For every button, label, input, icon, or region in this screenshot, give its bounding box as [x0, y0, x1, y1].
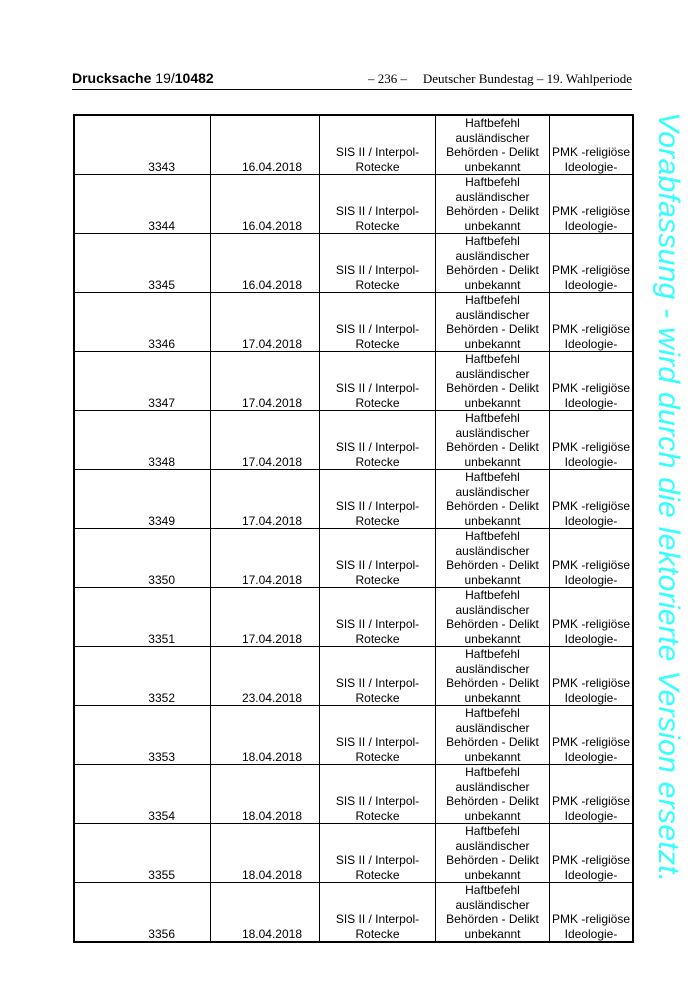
- cell-source: [320, 883, 436, 943]
- cell-basis-line: Behörden - Delikt: [446, 440, 539, 454]
- cell-category-line: PMK -religiöse: [551, 322, 631, 336]
- cell-basis-line: Haftbefehl: [465, 529, 520, 543]
- cell-basis-line: unbekannt: [464, 159, 521, 174]
- cell-basis-line: Haftbefehl: [465, 883, 520, 897]
- cell-basis-line: unbekannt: [464, 572, 521, 587]
- cell-date: 17.04.2018: [211, 588, 320, 647]
- cell-number: 3344: [74, 175, 211, 234]
- cell-basis-line: unbekannt: [464, 690, 521, 705]
- cell-basis-line: unbekannt: [464, 926, 521, 941]
- cell-basis: [436, 647, 550, 706]
- cell-source-line: Rotecke: [355, 926, 400, 941]
- cell-date: 18.04.2018: [211, 765, 320, 824]
- cell-category-line: PMK -religiöse: [551, 263, 631, 277]
- records-table: [73, 114, 634, 943]
- watermark: [643, 112, 683, 912]
- cell-basis: [436, 706, 550, 765]
- cell-basis-line: Haftbefehl: [465, 588, 520, 602]
- cell-number: 3349: [74, 470, 211, 529]
- cell-category-line: Ideologie-: [564, 808, 618, 823]
- cell-source-line: SIS II / Interpol-: [335, 145, 420, 159]
- cell-basis: [436, 470, 550, 529]
- cell-basis-line: Behörden - Delikt: [446, 853, 539, 867]
- table-row: [74, 529, 633, 588]
- cell-basis-line: Behörden - Delikt: [446, 499, 539, 513]
- cell-source: [320, 765, 436, 824]
- document-label-text: Drucksache: [72, 70, 152, 86]
- cell-date: 16.04.2018: [211, 115, 320, 175]
- cell-basis-line: ausländischer: [455, 543, 530, 558]
- cell-category: [550, 706, 634, 765]
- cell-basis-line: Haftbefehl: [465, 824, 520, 838]
- cell-date: 17.04.2018: [211, 529, 320, 588]
- cell-basis-line: Behörden - Delikt: [446, 794, 539, 808]
- cell-source: [320, 115, 436, 175]
- cell-basis-line: ausländischer: [455, 189, 530, 204]
- table-row: [74, 588, 633, 647]
- cell-category-line: Ideologie-: [564, 159, 618, 174]
- cell-source: [320, 470, 436, 529]
- cell-category-line: PMK -religiöse: [551, 794, 631, 808]
- cell-basis: [436, 411, 550, 470]
- cell-source: [320, 706, 436, 765]
- cell-category: [550, 411, 634, 470]
- document-number-prefix: 19/: [155, 70, 175, 86]
- cell-number: 3352: [74, 647, 211, 706]
- page-header: [72, 69, 632, 90]
- cell-source-line: SIS II / Interpol-: [335, 617, 420, 631]
- cell-basis-line: Haftbefehl: [465, 411, 520, 425]
- cell-basis-line: ausländischer: [455, 366, 530, 381]
- cell-basis: [436, 115, 550, 175]
- cell-category: [550, 293, 634, 352]
- cell-category: [550, 765, 634, 824]
- cell-category: [550, 234, 634, 293]
- cell-number: 3347: [74, 352, 211, 411]
- cell-category-line: Ideologie-: [564, 631, 618, 646]
- cell-basis: [436, 765, 550, 824]
- cell-basis-line: unbekannt: [464, 631, 521, 646]
- cell-category-line: Ideologie-: [564, 336, 618, 351]
- parliament-period: Deutscher Bundestag – 19. Wahlperiode: [422, 71, 632, 86]
- cell-date: 18.04.2018: [211, 824, 320, 883]
- cell-source-line: SIS II / Interpol-: [335, 794, 420, 808]
- cell-date: 23.04.2018: [211, 647, 320, 706]
- cell-source: [320, 647, 436, 706]
- cell-source-line: SIS II / Interpol-: [335, 676, 420, 690]
- cell-category: [550, 647, 634, 706]
- table-row: [74, 765, 633, 824]
- cell-category-line: PMK -religiöse: [551, 558, 631, 572]
- cell-basis-line: Behörden - Delikt: [446, 263, 539, 277]
- cell-source: [320, 352, 436, 411]
- table-row: [74, 824, 633, 883]
- cell-category-line: Ideologie-: [564, 395, 618, 410]
- cell-category-line: Ideologie-: [564, 749, 618, 764]
- cell-source-line: Rotecke: [355, 336, 400, 351]
- cell-basis-line: Behörden - Delikt: [446, 145, 539, 159]
- cell-basis-line: ausländischer: [455, 484, 530, 499]
- cell-source-line: Rotecke: [355, 454, 400, 469]
- cell-basis-line: Behörden - Delikt: [446, 735, 539, 749]
- cell-source-line: SIS II / Interpol-: [335, 558, 420, 572]
- cell-category-line: Ideologie-: [564, 572, 618, 587]
- cell-source-line: SIS II / Interpol-: [335, 381, 420, 395]
- table-row: [74, 175, 633, 234]
- cell-source-line: SIS II / Interpol-: [335, 912, 420, 926]
- cell-basis-line: Behörden - Delikt: [446, 204, 539, 218]
- cell-category-line: Ideologie-: [564, 277, 618, 292]
- cell-basis-line: ausländischer: [455, 779, 530, 794]
- cell-category-line: Ideologie-: [564, 218, 618, 233]
- cell-basis: [436, 293, 550, 352]
- cell-basis-line: Haftbefehl: [465, 116, 520, 130]
- cell-basis-line: unbekannt: [464, 808, 521, 823]
- table-row: [74, 293, 633, 352]
- cell-source-line: SIS II / Interpol-: [335, 440, 420, 454]
- cell-basis-line: ausländischer: [455, 720, 530, 735]
- cell-source-line: SIS II / Interpol-: [335, 322, 420, 336]
- document-label: [72, 70, 214, 86]
- cell-category-line: PMK -religiöse: [551, 381, 631, 395]
- cell-basis-line: unbekannt: [464, 454, 521, 469]
- cell-source: [320, 234, 436, 293]
- table-row: [74, 706, 633, 765]
- cell-source-line: Rotecke: [355, 218, 400, 233]
- cell-source-line: Rotecke: [355, 572, 400, 587]
- cell-basis-line: ausländischer: [455, 130, 530, 145]
- cell-category: [550, 470, 634, 529]
- cell-basis-line: Haftbefehl: [465, 234, 520, 248]
- page-number: – 236 –: [368, 71, 407, 86]
- cell-basis-line: unbekannt: [464, 218, 521, 233]
- cell-date: 17.04.2018: [211, 411, 320, 470]
- cell-basis-line: Behörden - Delikt: [446, 912, 539, 926]
- cell-basis-line: Haftbefehl: [465, 470, 520, 484]
- cell-basis-line: unbekannt: [464, 867, 521, 882]
- cell-source-line: Rotecke: [355, 808, 400, 823]
- cell-source: [320, 411, 436, 470]
- cell-basis-line: Behörden - Delikt: [446, 676, 539, 690]
- cell-source-line: SIS II / Interpol-: [335, 499, 420, 513]
- cell-source-line: Rotecke: [355, 631, 400, 646]
- cell-basis-line: unbekannt: [464, 513, 521, 528]
- cell-date: 17.04.2018: [211, 352, 320, 411]
- watermark-text: Vorabfassung - wird durch die lektorierte Version ersetzt.: [652, 112, 685, 883]
- table-row: [74, 647, 633, 706]
- cell-basis-line: unbekannt: [464, 749, 521, 764]
- cell-source: [320, 824, 436, 883]
- cell-number: 3345: [74, 234, 211, 293]
- cell-basis-line: ausländischer: [455, 307, 530, 322]
- cell-category-line: PMK -religiöse: [551, 735, 631, 749]
- cell-date: 16.04.2018: [211, 175, 320, 234]
- cell-number: 3348: [74, 411, 211, 470]
- cell-source: [320, 529, 436, 588]
- cell-source: [320, 293, 436, 352]
- records-table-wrapper: [73, 114, 634, 943]
- cell-basis: [436, 883, 550, 943]
- cell-category: [550, 883, 634, 943]
- cell-category: [550, 588, 634, 647]
- cell-basis-line: Haftbefehl: [465, 293, 520, 307]
- cell-basis-line: ausländischer: [455, 425, 530, 440]
- cell-basis-line: Haftbefehl: [465, 647, 520, 661]
- cell-category-line: PMK -religiöse: [551, 676, 631, 690]
- cell-basis-line: Haftbefehl: [465, 175, 520, 189]
- cell-source-line: SIS II / Interpol-: [335, 735, 420, 749]
- cell-category-line: PMK -religiöse: [551, 145, 631, 159]
- cell-source-line: Rotecke: [355, 513, 400, 528]
- cell-basis-line: Behörden - Delikt: [446, 558, 539, 572]
- cell-basis-line: Behörden - Delikt: [446, 381, 539, 395]
- cell-category-line: PMK -religiöse: [551, 912, 631, 926]
- cell-source-line: Rotecke: [355, 867, 400, 882]
- records-table-body: [74, 115, 633, 942]
- cell-number: 3354: [74, 765, 211, 824]
- cell-basis-line: unbekannt: [464, 336, 521, 351]
- cell-date: 16.04.2018: [211, 234, 320, 293]
- cell-basis-line: Behörden - Delikt: [446, 322, 539, 336]
- cell-basis-line: Haftbefehl: [465, 706, 520, 720]
- cell-category-line: Ideologie-: [564, 690, 618, 705]
- cell-category-line: Ideologie-: [564, 513, 618, 528]
- cell-category-line: PMK -religiöse: [551, 204, 631, 218]
- cell-source-line: SIS II / Interpol-: [335, 204, 420, 218]
- cell-date: 18.04.2018: [211, 706, 320, 765]
- cell-source-line: Rotecke: [355, 277, 400, 292]
- cell-category-line: PMK -religiöse: [551, 853, 631, 867]
- cell-number: 3356: [74, 883, 211, 943]
- table-row: [74, 470, 633, 529]
- cell-category-line: PMK -religiöse: [551, 499, 631, 513]
- cell-basis-line: ausländischer: [455, 661, 530, 676]
- cell-source: [320, 588, 436, 647]
- table-row: [74, 115, 633, 175]
- cell-basis-line: Haftbefehl: [465, 352, 520, 366]
- table-row: [74, 352, 633, 411]
- cell-category-line: PMK -religiöse: [551, 440, 631, 454]
- table-row: [74, 234, 633, 293]
- cell-number: 3346: [74, 293, 211, 352]
- cell-basis: [436, 588, 550, 647]
- cell-category: [550, 175, 634, 234]
- cell-category: [550, 352, 634, 411]
- cell-basis-line: ausländischer: [455, 248, 530, 263]
- cell-basis-line: unbekannt: [464, 277, 521, 292]
- cell-basis: [436, 824, 550, 883]
- cell-number: 3351: [74, 588, 211, 647]
- cell-date: 17.04.2018: [211, 293, 320, 352]
- cell-source-line: SIS II / Interpol-: [335, 263, 420, 277]
- cell-basis-line: Haftbefehl: [465, 765, 520, 779]
- cell-source-line: Rotecke: [355, 159, 400, 174]
- cell-basis-line: ausländischer: [455, 897, 530, 912]
- table-row: [74, 883, 633, 943]
- cell-category: [550, 529, 634, 588]
- cell-number: 3350: [74, 529, 211, 588]
- cell-basis-line: ausländischer: [455, 838, 530, 853]
- cell-source-line: Rotecke: [355, 690, 400, 705]
- cell-source-line: Rotecke: [355, 395, 400, 410]
- document-number: 10482: [174, 70, 214, 86]
- cell-basis-line: Behörden - Delikt: [446, 617, 539, 631]
- cell-number: 3353: [74, 706, 211, 765]
- cell-basis: [436, 529, 550, 588]
- cell-basis: [436, 175, 550, 234]
- cell-number: 3355: [74, 824, 211, 883]
- cell-basis: [436, 352, 550, 411]
- cell-category-line: Ideologie-: [564, 926, 618, 941]
- cell-basis-line: ausländischer: [455, 602, 530, 617]
- cell-basis-line: unbekannt: [464, 395, 521, 410]
- cell-category-line: PMK -religiöse: [551, 617, 631, 631]
- cell-source: [320, 175, 436, 234]
- cell-number: 3343: [74, 115, 211, 175]
- cell-basis: [436, 234, 550, 293]
- cell-source-line: SIS II / Interpol-: [335, 853, 420, 867]
- cell-date: 18.04.2018: [211, 883, 320, 943]
- table-row: [74, 411, 633, 470]
- cell-source-line: Rotecke: [355, 749, 400, 764]
- cell-category-line: Ideologie-: [564, 454, 618, 469]
- cell-category: [550, 115, 634, 175]
- cell-category: [550, 824, 634, 883]
- cell-category-line: Ideologie-: [564, 867, 618, 882]
- cell-date: 17.04.2018: [211, 470, 320, 529]
